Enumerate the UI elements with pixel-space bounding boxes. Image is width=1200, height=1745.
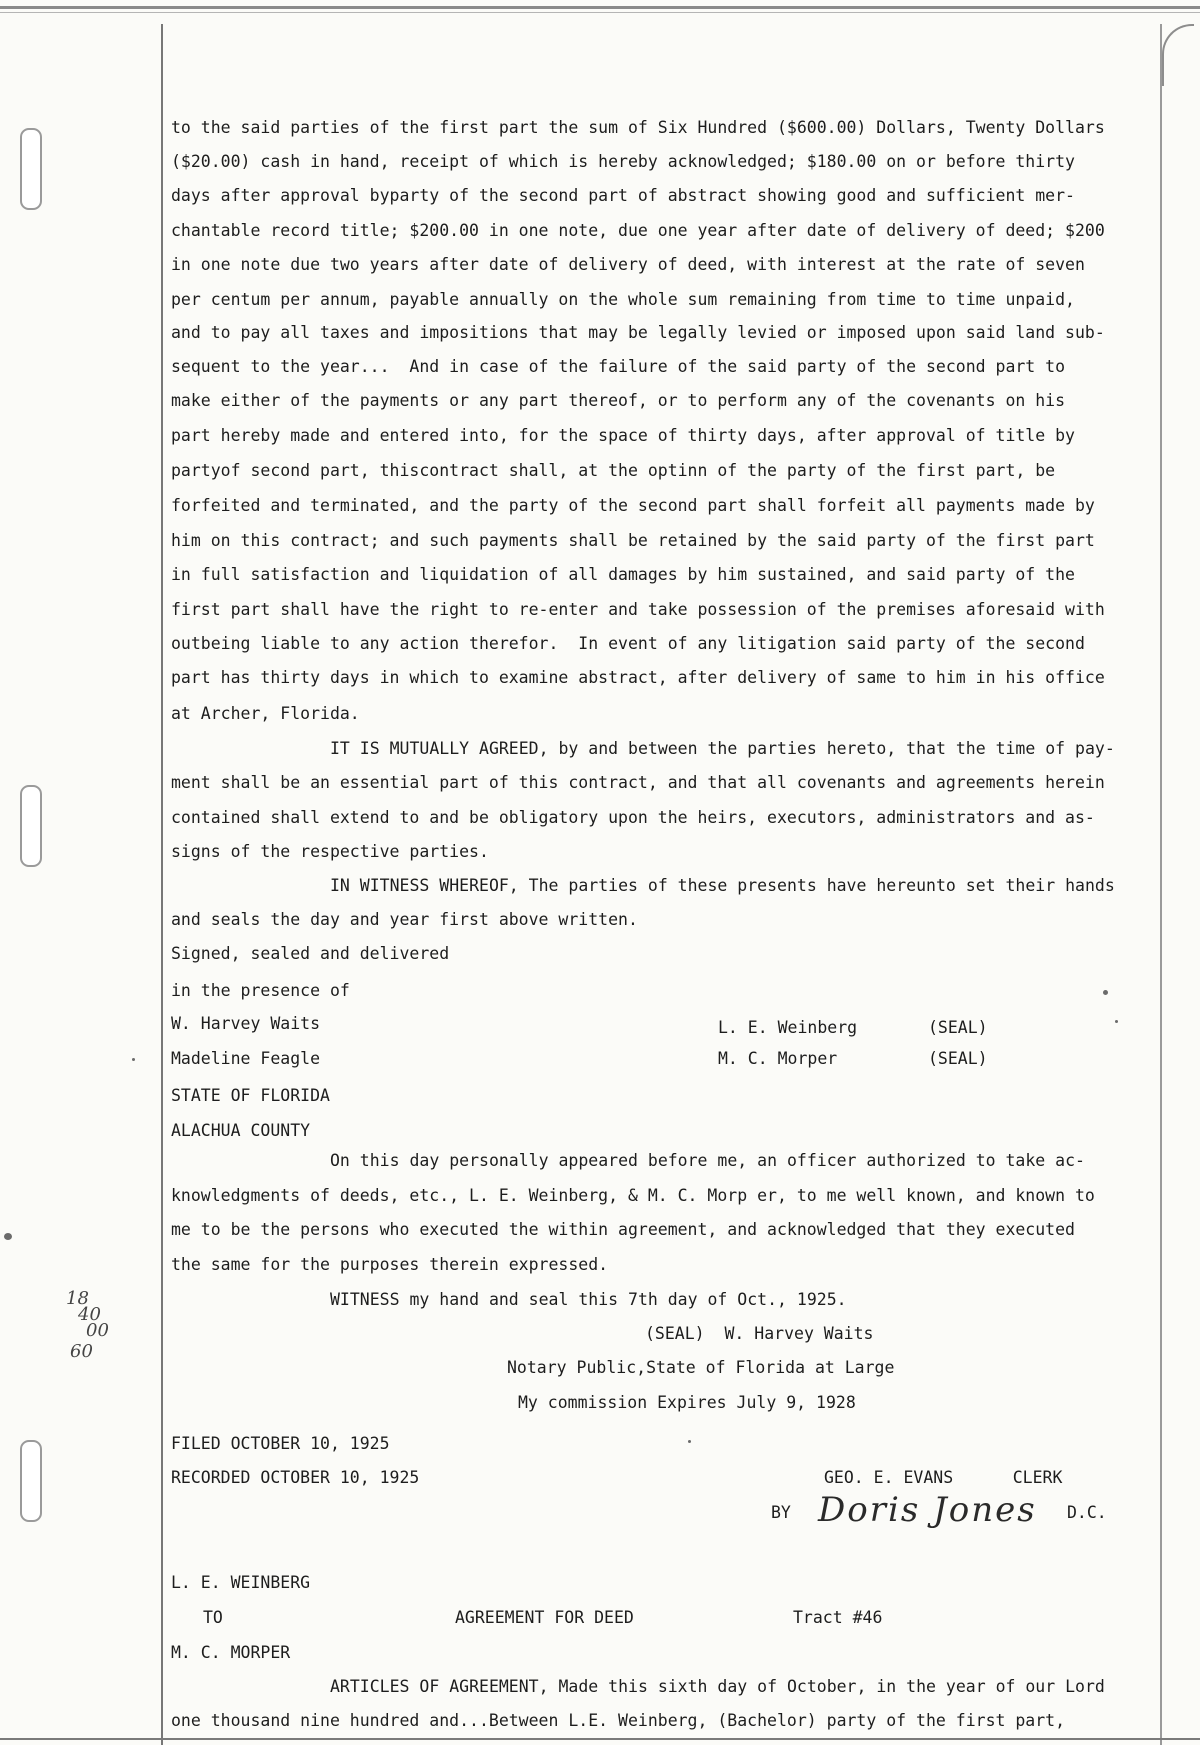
body-line: him on this contract; and such payments shall be retained by the said party of the first part	[171, 531, 1095, 550]
body-line: partyof second part, thiscontract shall, at the optinn of the party of the first part, be	[171, 461, 1056, 480]
body-line: outbeing liable to any action therefor. In event of any litigation said party of the second	[171, 634, 1085, 653]
body-line: first part shall have the right to re-enter and take possession of the premises aforesaid with	[171, 600, 1105, 619]
right-margin-rule	[1160, 24, 1162, 1745]
to-label: TO	[203, 1608, 223, 1627]
party-name-2: M. C. Morper	[718, 1049, 838, 1068]
body-line: make either of the payments or any part thereof, or to perform any of the covenants on his	[171, 391, 1066, 410]
notary-signature: (SEAL) W. Harvey Waits	[645, 1324, 874, 1343]
venue-county: ALACHUA COUNTY	[171, 1121, 311, 1140]
body-line: chantable record title; $200.00 in one note, due one year after date of delivery of deed; $200	[171, 221, 1105, 240]
filed-date: FILED OCTOBER 10, 1925	[171, 1434, 390, 1453]
notary-commission: My commission Expires July 9, 1928	[518, 1393, 856, 1412]
body-line: part has thirty days in which to examine abstract, after delivery of same to him in his office	[171, 668, 1105, 687]
seal-label-1: (SEAL)	[928, 1018, 988, 1037]
grantee-name: M. C. MORPER	[171, 1643, 291, 1662]
binder-hole-bottom	[20, 1440, 42, 1522]
venue-state: STATE OF FLORIDA	[171, 1086, 330, 1105]
body-line: and to pay all taxes and impositions that may be legally levied or imposed upon said land sub-	[171, 323, 1105, 342]
margin-note-line: 18	[66, 1288, 89, 1309]
notary-witness-line: WITNESS my hand and seal this 7th day of Oct., 1925.	[330, 1290, 847, 1309]
articles-line: one thousand nine hundred and...Between L.E. Weinberg, (Bachelor) party of the first part,	[171, 1711, 1066, 1730]
page-corner-curve	[1162, 24, 1194, 86]
ack-line: knowledgments of deeds, etc., L. E. Weinberg, & M. C. Morp er, to me well known, and known to	[171, 1186, 1095, 1205]
body-line: part hereby made and entered into, for the space of thirty days, after approval of title by	[171, 426, 1075, 445]
body-line: in one note due two years after date of delivery of deed, with interest at the rate of seven	[171, 255, 1085, 274]
ack-line: On this day personally appeared before me, an officer authorized to take ac-	[330, 1151, 1085, 1170]
clerk-signature: Doris Jones	[818, 1490, 1037, 1530]
grantor-name: L. E. WEINBERG	[171, 1573, 311, 1592]
tract-number: Tract #46	[793, 1608, 883, 1627]
margin-note-line: 60	[70, 1341, 93, 1362]
witness-line: and seals the day and year first above written.	[171, 910, 638, 929]
witness-line: Signed, sealed and delivered	[171, 944, 450, 963]
notary-title: Notary Public,State of Florida at Large	[507, 1358, 895, 1377]
witness-name-2: Madeline Feagle	[171, 1049, 321, 1068]
page-speck	[1103, 990, 1108, 995]
witness-line: IN WITNESS WHEREOF, The parties of these presents have hereunto set their hands	[330, 876, 1115, 895]
bottom-border	[0, 1738, 1200, 1740]
margin-note-line: 40	[78, 1304, 101, 1325]
witness-name-1: W. Harvey Waits	[171, 1014, 321, 1033]
body-line: ($20.00) cash in hand, receipt of which is hereby acknowledged; $180.00 on or before thirty	[171, 152, 1075, 171]
deputy-clerk-label: D.C.	[1067, 1503, 1107, 1522]
margin-note-line: 00	[86, 1320, 109, 1341]
binder-hole-top	[20, 128, 42, 210]
by-label: BY	[771, 1503, 791, 1522]
ack-line: the same for the purposes therein expressed.	[171, 1255, 609, 1274]
articles-line: ARTICLES OF AGREEMENT, Made this sixth day of October, in the year of our Lord	[330, 1677, 1105, 1696]
seal-label-2: (SEAL)	[928, 1049, 988, 1068]
document-type: AGREEMENT FOR DEED	[455, 1608, 634, 1627]
top-border	[0, 6, 1200, 9]
top-border-thin	[0, 12, 1200, 13]
mutual-line: contained shall extend to and be obligatory upon the heirs, executors, administrators and as-	[171, 808, 1095, 827]
body-line: forfeited and terminated, and the party of the second part shall forfeit all payments made by	[171, 496, 1095, 515]
page-speck	[1115, 1020, 1118, 1023]
clerk-name: GEO. E. EVANS CLERK	[824, 1468, 1063, 1487]
ack-line: me to be the persons who executed the within agreement, and acknowledged that they executed	[171, 1220, 1075, 1239]
mutual-line: signs of the respective parties.	[171, 842, 489, 861]
recorded-date: RECORDED OCTOBER 10, 1925	[171, 1468, 420, 1487]
witness-line: in the presence of	[171, 981, 350, 1000]
page-speck	[4, 1233, 12, 1240]
mutual-line: ment shall be an essential part of this contract, and that all covenants and agreements herein	[171, 773, 1105, 792]
page-speck	[132, 1058, 135, 1061]
party-name-1: L. E. Weinberg	[718, 1018, 858, 1037]
body-line: to the said parties of the first part the sum of Six Hundred ($600.00) Dollars, Twenty Dollars	[171, 118, 1105, 137]
body-line: at Archer, Florida.	[171, 704, 360, 723]
body-line: per centum per annum, payable annually on the whole sum remaining from time to time unpaid,	[171, 290, 1075, 309]
binder-hole-middle	[20, 785, 42, 867]
body-line: days after approval byparty of the second part of abstract showing good and sufficient mer-	[171, 186, 1075, 205]
body-line: sequent to the year... And in case of the failure of the said party of the second part to	[171, 357, 1066, 376]
left-margin-rule	[161, 24, 163, 1745]
mutual-line: IT IS MUTUALLY AGREED, by and between the parties hereto, that the time of pay-	[330, 739, 1115, 758]
page-speck	[688, 1440, 691, 1443]
body-line: in full satisfaction and liquidation of all damages by him sustained, and said party of the	[171, 565, 1075, 584]
